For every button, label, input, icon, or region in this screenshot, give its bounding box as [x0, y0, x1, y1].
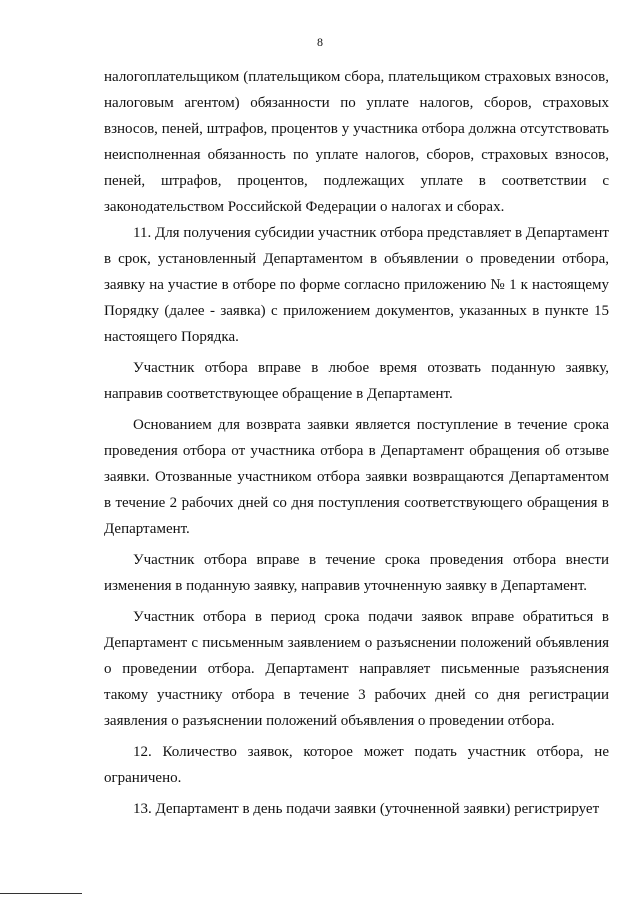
paragraph: Основанием для возврата заявки является поступление в течение срока проведения отбора от участника отбора в Департамент обращения об отзыве заявки. Отозванные участником отбора заявки возвращаются Департаментом в течение 2 рабочих дней со дня поступления соответствующего обращения в Департамент. [104, 417, 609, 537]
paragraph: налогоплательщиком (плательщиком сбора, плательщиком страховых взносов, налоговым агентом) обязанности по уплате налогов, сборов, страховых взносов, пеней, штрафов, процентов у участника отбора должна отсутствовать неисполненная обязанность по уплате налогов, сборов, страховых взносов, пеней, штрафов, процентов, подлежащих уплате в соответствии с законодательством Российской Федерации о налогах и сборах. [104, 69, 609, 215]
document-body [104, 64, 609, 822]
paragraph: 13. Департамент в день подачи заявки (уточненной заявки) регистрирует [133, 801, 600, 817]
paragraph: Участник отбора в период срока подачи заявок вправе обратиться в Департамент с письменным заявлением о разъяснении положений объявления о проведении отбора. Департамент направляет письменные разъяснения такому участнику отбора в течение 3 рабочих дней со дня регистрации заявления о разъяснении положений объявления о проведении отбора. [104, 609, 609, 729]
paragraph: 11. Для получения субсидии участник отбора представляет в Департамент в срок, установленный Департаментом в объявлении о проведении отбора, заявку на участие в отборе по форме согласно приложению № 1 к настоящему Порядку (далее - заявка) с приложением документов, указанных в пункте 15 настоящего Порядка. [104, 225, 609, 345]
footnote-divider [0, 893, 82, 894]
paragraph: Участник отбора вправе в течение срока проведения отбора внести изменения в поданную заявку, направив уточненную заявку в Департамент. [104, 552, 609, 594]
page-number: 8 [317, 35, 323, 49]
paragraph: 12. Количество заявок, которое может подать участник отбора, не ограничено. [104, 744, 609, 786]
paragraph: Участник отбора вправе в любое время отозвать поданную заявку, направив соответствующее обращение в Департамент. [104, 360, 609, 402]
